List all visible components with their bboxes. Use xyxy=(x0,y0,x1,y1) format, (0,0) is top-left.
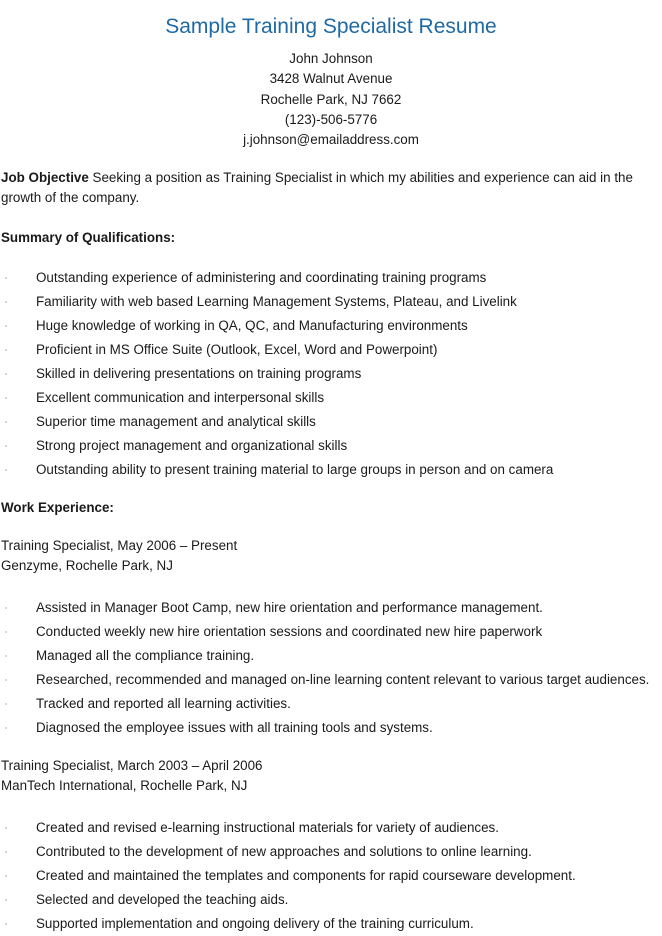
bullet-icon xyxy=(5,899,7,901)
bullet-icon xyxy=(5,703,7,705)
list-item xyxy=(0,864,660,888)
list-item-text: Familiarity with web based Learning Management Systems, Plateau, and Livelink xyxy=(36,294,517,309)
list-item xyxy=(0,668,660,692)
list-item xyxy=(0,434,660,458)
qualifications-list xyxy=(0,266,660,482)
list-item xyxy=(0,458,660,482)
list-item xyxy=(0,410,660,434)
list-item xyxy=(0,816,660,840)
bullet-icon xyxy=(5,373,7,375)
list-item-text: Proficient in MS Office Suite (Outlook, Excel, Word and Powerpoint) xyxy=(36,342,438,357)
contact-email[interactable]: j.johnson@emailaddress.com xyxy=(243,132,419,148)
bullet-icon xyxy=(5,827,7,829)
bullet-icon xyxy=(5,727,7,729)
bullet-icon xyxy=(5,923,7,925)
list-item xyxy=(0,620,660,644)
list-item-text: Assisted in Manager Boot Camp, new hire orientation and performance management. xyxy=(36,600,543,615)
list-item-text: Managed all the compliance training. xyxy=(36,648,255,663)
contact-city: Rochelle Park, NJ 7662 xyxy=(260,91,402,107)
bullet-icon xyxy=(5,469,7,471)
bullet-icon xyxy=(5,851,7,853)
list-item-text: Huge knowledge of working in QA, QC, and Manufacturing environments xyxy=(36,318,468,333)
list-item-text: Skilled in delivering presentations on training programs xyxy=(36,366,362,381)
experience-heading: Work Experience: xyxy=(1,500,114,515)
list-item xyxy=(0,692,660,716)
job-duties-list xyxy=(0,816,660,936)
job-objective-text: Seeking a position as Training Specialist in which my abilities and experience can aid in the growth of the company. xyxy=(1,170,633,205)
bullet-icon xyxy=(5,607,7,609)
contact-phone: (123)-506-5776 xyxy=(284,111,378,127)
list-item-text: Supported implementation and ongoing delivery of the training curriculum. xyxy=(36,916,474,931)
list-item-text: Excellent communication and interpersonal skills xyxy=(36,390,325,405)
job-duties-list xyxy=(0,596,660,740)
list-item-text: Created and maintained the templates and components for rapid courseware development. xyxy=(36,868,576,883)
list-item xyxy=(0,314,660,338)
list-item xyxy=(0,888,660,912)
qualifications-heading: Summary of Qualifications: xyxy=(1,230,176,245)
page-title: Sample Training Specialist Resume xyxy=(165,15,497,38)
list-item xyxy=(0,362,660,386)
list-item-text: Strong project management and organizational skills xyxy=(36,438,348,453)
bullet-icon xyxy=(5,301,7,303)
bullet-icon xyxy=(5,397,7,399)
contact-street: 3428 Walnut Avenue xyxy=(269,71,393,87)
bullet-icon xyxy=(5,421,7,423)
list-item-text: Superior time management and analytical skills xyxy=(36,414,316,429)
bullet-icon xyxy=(5,631,7,633)
list-item xyxy=(0,644,660,668)
list-item-text: Created and revised e-learning instructional materials for variety of audiences. xyxy=(36,820,499,835)
list-item xyxy=(0,290,660,314)
list-item xyxy=(0,386,660,410)
bullet-icon xyxy=(5,655,7,657)
job-objective-label: Job Objective xyxy=(1,170,89,185)
job-title: Training Specialist, May 2006 – Present xyxy=(1,538,238,553)
bullet-icon xyxy=(5,277,7,279)
list-item-text: Outstanding experience of administering and coordinating training programs xyxy=(36,270,487,285)
list-item-text: Tracked and reported all learning activities. xyxy=(36,696,291,711)
job-objective xyxy=(1,168,661,208)
bullet-icon xyxy=(5,349,7,351)
list-item xyxy=(0,266,660,290)
bullet-icon xyxy=(5,445,7,447)
list-item xyxy=(0,840,660,864)
list-item xyxy=(0,338,660,362)
list-item xyxy=(0,912,660,936)
list-item-text: Researched, recommended and managed on-line learning content relevant to various target audiences. xyxy=(36,672,650,687)
list-item-text: Outstanding ability to present training material to large groups in person and on camera xyxy=(36,462,554,477)
contact-block xyxy=(0,49,662,150)
bullet-icon xyxy=(5,325,7,327)
job-title: Training Specialist, March 2003 – April 2006 xyxy=(1,758,263,773)
contact-name: John Johnson xyxy=(289,51,373,66)
bullet-icon xyxy=(5,679,7,681)
list-item-text: Diagnosed the employee issues with all training tools and systems. xyxy=(36,720,433,735)
list-item-text: Selected and developed the teaching aids. xyxy=(36,892,289,907)
job-company: ManTech International, Rochelle Park, NJ xyxy=(1,778,248,793)
job-company: Genzyme, Rochelle Park, NJ xyxy=(1,558,173,573)
list-item xyxy=(0,716,660,740)
list-item-text: Contributed to the development of new approaches and solutions to online learning. xyxy=(36,844,532,859)
list-item-text: Conducted weekly new hire orientation sessions and coordinated new hire paperwork xyxy=(36,624,543,639)
list-item xyxy=(0,596,660,620)
bullet-icon xyxy=(5,875,7,877)
